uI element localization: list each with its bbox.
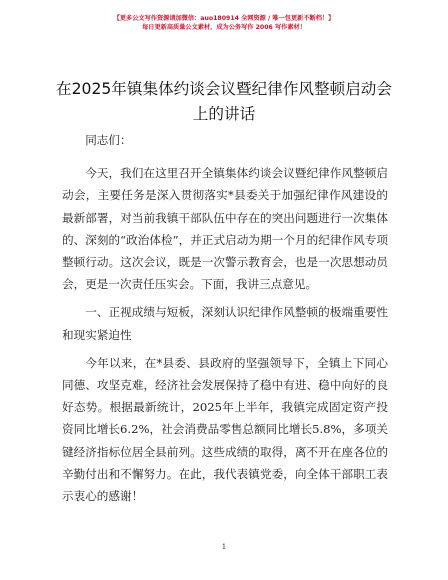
paragraph-intro: 今天，我们在这里召开全镇集体约谈会议暨纪律作风整顿启动会，主要任务是深入贯彻落实*县委关于加强纪律作风建设的最新部署，对当前我镇干部队伍中存在的突出问题进行一次集体的、深刻的“政治体检”，并正式启动为期一个月的纪律作风专项整顿行动。这次会议，既是一次警示教育会，也是一次思想动员会，更是一次责任压实会。下面，我讲三点意见。	[62, 166, 388, 292]
promo-banner	[0, 14, 448, 32]
document-body	[62, 129, 388, 507]
salutation: 同志们：	[85, 133, 132, 147]
promo-banner-line-1: 【更多公文写作资源请加微信：auo180914 全网资源 / 唯一包更新不断档！】	[113, 15, 335, 22]
promo-banner-line-2: 每日更新高质量公文素材，成为公务写作 2006 写作素材！	[142, 24, 306, 31]
page-number: 1	[221, 543, 227, 551]
paragraph-achievements: 今年以来，在*县委、县政府的坚强领导下，全镇上下同心同德、攻坚克难，经济社会发展保持了稳中有进、稳中向好的良好态势。根据最新统计，2025年上半年，我镇完成固定资产投资同比增长6.2%，社会消费品零售总额同比增长5.8%，多项关键经济指标位居全县前列。这些成绩的取得，离不开在座各位的辛勤付出和不懈努力。在此，我代表镇党委，向全体干部职工表示衷心的感谢！	[62, 355, 388, 504]
section-heading-1: 一、正视成绩与短板，深刻认识纪律作风整顿的极端重要性和现实紧迫性	[62, 305, 388, 342]
document-title: 在2025年镇集体约谈会议暨纪律作风整顿启动会上的讲话	[56, 80, 392, 123]
